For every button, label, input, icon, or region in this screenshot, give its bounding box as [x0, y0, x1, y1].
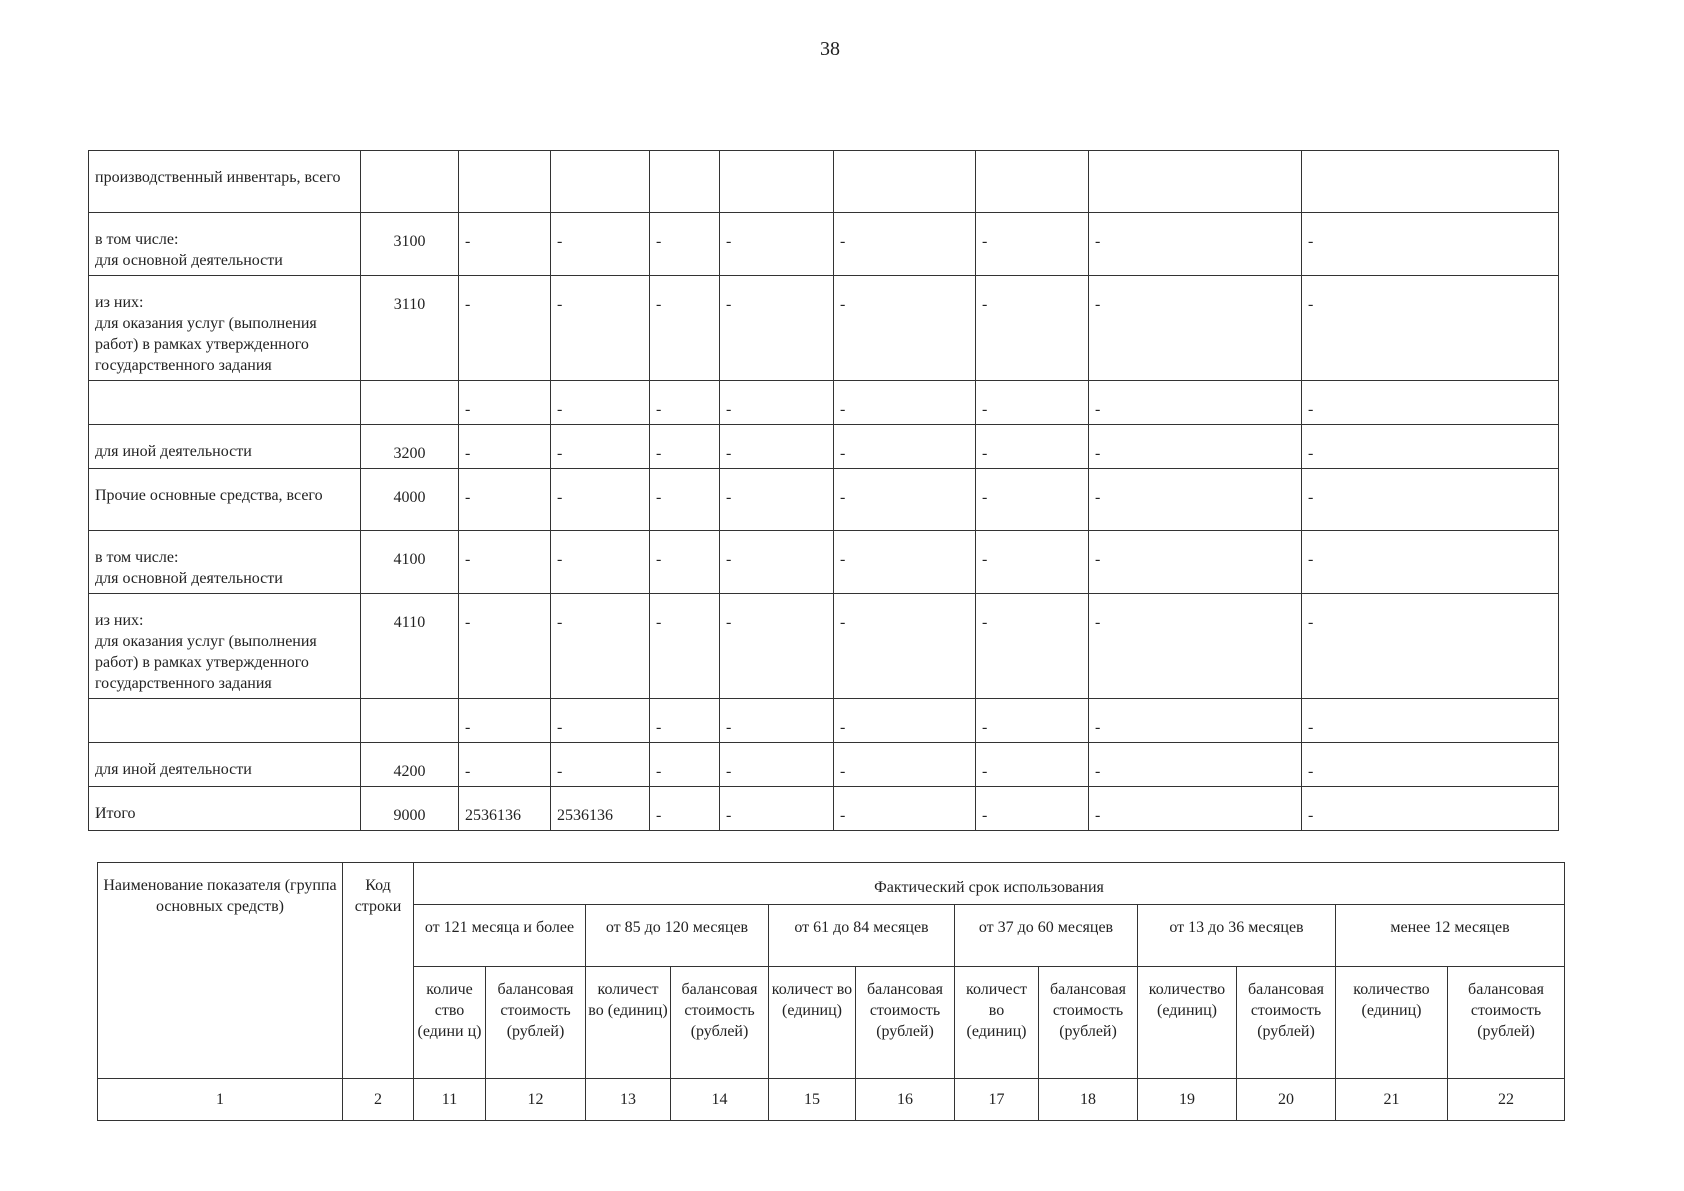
- row-value: -: [551, 381, 650, 425]
- row-value: -: [720, 531, 834, 594]
- row-value: -: [1302, 787, 1559, 831]
- table-row: [89, 594, 1559, 699]
- row-code: 3200: [361, 425, 459, 469]
- subheader-quantity: количество (единиц): [1138, 967, 1237, 1079]
- row-value: -: [650, 743, 720, 787]
- row-value: -: [459, 381, 551, 425]
- row-value: [834, 151, 976, 213]
- header-row-code: Код строки: [343, 863, 414, 1079]
- fixed-assets-table: [88, 150, 1559, 831]
- row-value: -: [650, 425, 720, 469]
- subheader-quantity: количест во (единиц): [955, 967, 1039, 1079]
- row-value: -: [1089, 469, 1302, 531]
- row-value: -: [551, 699, 650, 743]
- column-number: 17: [955, 1079, 1039, 1121]
- row-value: [1089, 151, 1302, 213]
- table-row: [89, 425, 1559, 469]
- row-value: -: [650, 276, 720, 381]
- subheader-balance-value: балансовая стоимость (рублей): [856, 967, 955, 1079]
- column-number: 14: [671, 1079, 769, 1121]
- row-value: -: [1089, 787, 1302, 831]
- row-value: 2536136: [459, 787, 551, 831]
- column-number: 13: [586, 1079, 671, 1121]
- row-code: 4100: [361, 531, 459, 594]
- row-name: из них: для оказания услуг (выполнения работ) в рамках утвержденного государственного задания: [89, 594, 361, 699]
- row-value: -: [976, 594, 1089, 699]
- row-code: 4000: [361, 469, 459, 531]
- row-value: -: [1302, 743, 1559, 787]
- row-value: -: [459, 469, 551, 531]
- row-name: из них: для оказания услуг (выполнения работ) в рамках утвержденного государственного задания: [89, 276, 361, 381]
- row-value: -: [720, 213, 834, 276]
- subheader-balance-value: балансовая стоимость (рублей): [1448, 967, 1565, 1079]
- row-value: -: [459, 531, 551, 594]
- period-header: от 61 до 84 месяцев: [769, 905, 955, 967]
- row-value: -: [551, 276, 650, 381]
- row-value: -: [976, 787, 1089, 831]
- row-value: -: [976, 531, 1089, 594]
- table-row: [89, 151, 1559, 213]
- row-value: -: [1089, 743, 1302, 787]
- row-value: -: [650, 381, 720, 425]
- row-value: -: [551, 213, 650, 276]
- row-value: -: [1302, 425, 1559, 469]
- subheader-balance-value: балансовая стоимость (рублей): [1237, 967, 1336, 1079]
- row-value: -: [976, 381, 1089, 425]
- row-value: -: [720, 787, 834, 831]
- column-number: 21: [1336, 1079, 1448, 1121]
- table-row: [89, 531, 1559, 594]
- row-value: -: [834, 594, 976, 699]
- row-value: -: [1302, 381, 1559, 425]
- column-number: 1: [98, 1079, 343, 1121]
- header-actual-usage-period: Фактический срок использования: [414, 863, 1565, 905]
- column-number: 22: [1448, 1079, 1565, 1121]
- row-value: -: [976, 743, 1089, 787]
- row-value: -: [1089, 531, 1302, 594]
- row-value: -: [1302, 594, 1559, 699]
- period-header: от 37 до 60 месяцев: [955, 905, 1138, 967]
- row-value: -: [834, 743, 976, 787]
- row-code: 3100: [361, 213, 459, 276]
- row-value: -: [834, 381, 976, 425]
- column-number: 16: [856, 1079, 955, 1121]
- row-name: производственный инвентарь, всего: [89, 151, 361, 213]
- column-number: 2: [343, 1079, 414, 1121]
- subheader-balance-value: балансовая стоимость (рублей): [486, 967, 586, 1079]
- row-code: [361, 381, 459, 425]
- table-row: [89, 381, 1559, 425]
- row-name: Прочие основные средства, всего: [89, 469, 361, 531]
- row-code: 4200: [361, 743, 459, 787]
- row-value: -: [1302, 531, 1559, 594]
- row-value: [650, 151, 720, 213]
- row-value: -: [551, 743, 650, 787]
- row-value: -: [720, 381, 834, 425]
- row-value: [1302, 151, 1559, 213]
- period-header: от 13 до 36 месяцев: [1138, 905, 1336, 967]
- row-value: -: [834, 699, 976, 743]
- row-value: -: [1089, 381, 1302, 425]
- row-value: 2536136: [551, 787, 650, 831]
- row-value: -: [551, 425, 650, 469]
- row-code: [361, 699, 459, 743]
- row-value: -: [1089, 276, 1302, 381]
- row-code: [361, 151, 459, 213]
- row-value: -: [834, 787, 976, 831]
- subheader-quantity: количе ство (едини ц): [414, 967, 486, 1079]
- row-value: -: [650, 469, 720, 531]
- row-value: [459, 151, 551, 213]
- row-name: для иной деятельности: [89, 425, 361, 469]
- column-number: 15: [769, 1079, 856, 1121]
- table-row: [89, 787, 1559, 831]
- row-value: -: [459, 699, 551, 743]
- row-value: -: [1302, 699, 1559, 743]
- row-value: -: [976, 469, 1089, 531]
- table-row: [89, 699, 1559, 743]
- row-value: -: [976, 213, 1089, 276]
- column-number: 11: [414, 1079, 486, 1121]
- column-number: 12: [486, 1079, 586, 1121]
- row-name: [89, 381, 361, 425]
- row-value: -: [650, 699, 720, 743]
- row-value: -: [551, 531, 650, 594]
- column-number: 18: [1039, 1079, 1138, 1121]
- row-value: -: [1089, 213, 1302, 276]
- row-value: -: [1302, 276, 1559, 381]
- row-value: -: [1302, 469, 1559, 531]
- column-number: 20: [1237, 1079, 1336, 1121]
- row-value: -: [720, 469, 834, 531]
- row-value: -: [650, 531, 720, 594]
- table-row: [89, 743, 1559, 787]
- row-value: -: [459, 276, 551, 381]
- period-header: от 121 месяца и более: [414, 905, 586, 967]
- row-value: [976, 151, 1089, 213]
- row-value: -: [976, 276, 1089, 381]
- row-value: -: [720, 425, 834, 469]
- row-value: -: [720, 743, 834, 787]
- subheader-balance-value: балансовая стоимость (рублей): [1039, 967, 1138, 1079]
- row-code: 9000: [361, 787, 459, 831]
- period-header: менее 12 месяцев: [1336, 905, 1565, 967]
- row-value: -: [834, 276, 976, 381]
- row-value: -: [459, 594, 551, 699]
- row-value: -: [551, 469, 650, 531]
- row-value: -: [834, 425, 976, 469]
- subheader-balance-value: балансовая стоимость (рублей): [671, 967, 769, 1079]
- row-value: -: [551, 594, 650, 699]
- row-code: 3110: [361, 276, 459, 381]
- row-value: -: [650, 787, 720, 831]
- row-name: в том числе: для основной деятельности: [89, 531, 361, 594]
- row-value: -: [650, 213, 720, 276]
- row-name: [89, 699, 361, 743]
- row-value: -: [834, 213, 976, 276]
- row-value: -: [720, 276, 834, 381]
- table-row: [89, 469, 1559, 531]
- row-value: -: [834, 531, 976, 594]
- row-value: -: [976, 699, 1089, 743]
- row-value: -: [720, 594, 834, 699]
- subheader-quantity: количест во (единиц): [586, 967, 671, 1079]
- row-value: -: [1089, 425, 1302, 469]
- row-value: -: [1302, 213, 1559, 276]
- row-value: -: [834, 469, 976, 531]
- row-value: -: [1089, 594, 1302, 699]
- table-row: [89, 213, 1559, 276]
- row-value: [720, 151, 834, 213]
- period-header: от 85 до 120 месяцев: [586, 905, 769, 967]
- row-code: 4110: [361, 594, 459, 699]
- row-value: -: [720, 699, 834, 743]
- row-value: -: [1089, 699, 1302, 743]
- row-name: для иной деятельности: [89, 743, 361, 787]
- subheader-quantity: количест во (единиц): [769, 967, 856, 1079]
- row-value: -: [459, 425, 551, 469]
- row-value: -: [650, 594, 720, 699]
- header-indicator-name: Наименование показателя (группа основных средств): [98, 863, 343, 1079]
- column-number: 19: [1138, 1079, 1237, 1121]
- page-number: 38: [820, 38, 840, 60]
- row-name: Итого: [89, 787, 361, 831]
- row-value: -: [459, 213, 551, 276]
- row-name: в том числе: для основной деятельности: [89, 213, 361, 276]
- usage-period-table: [97, 862, 1565, 1121]
- row-value: -: [976, 425, 1089, 469]
- row-value: -: [459, 743, 551, 787]
- table-row: [89, 276, 1559, 381]
- subheader-quantity: количество (единиц): [1336, 967, 1448, 1079]
- row-value: [551, 151, 650, 213]
